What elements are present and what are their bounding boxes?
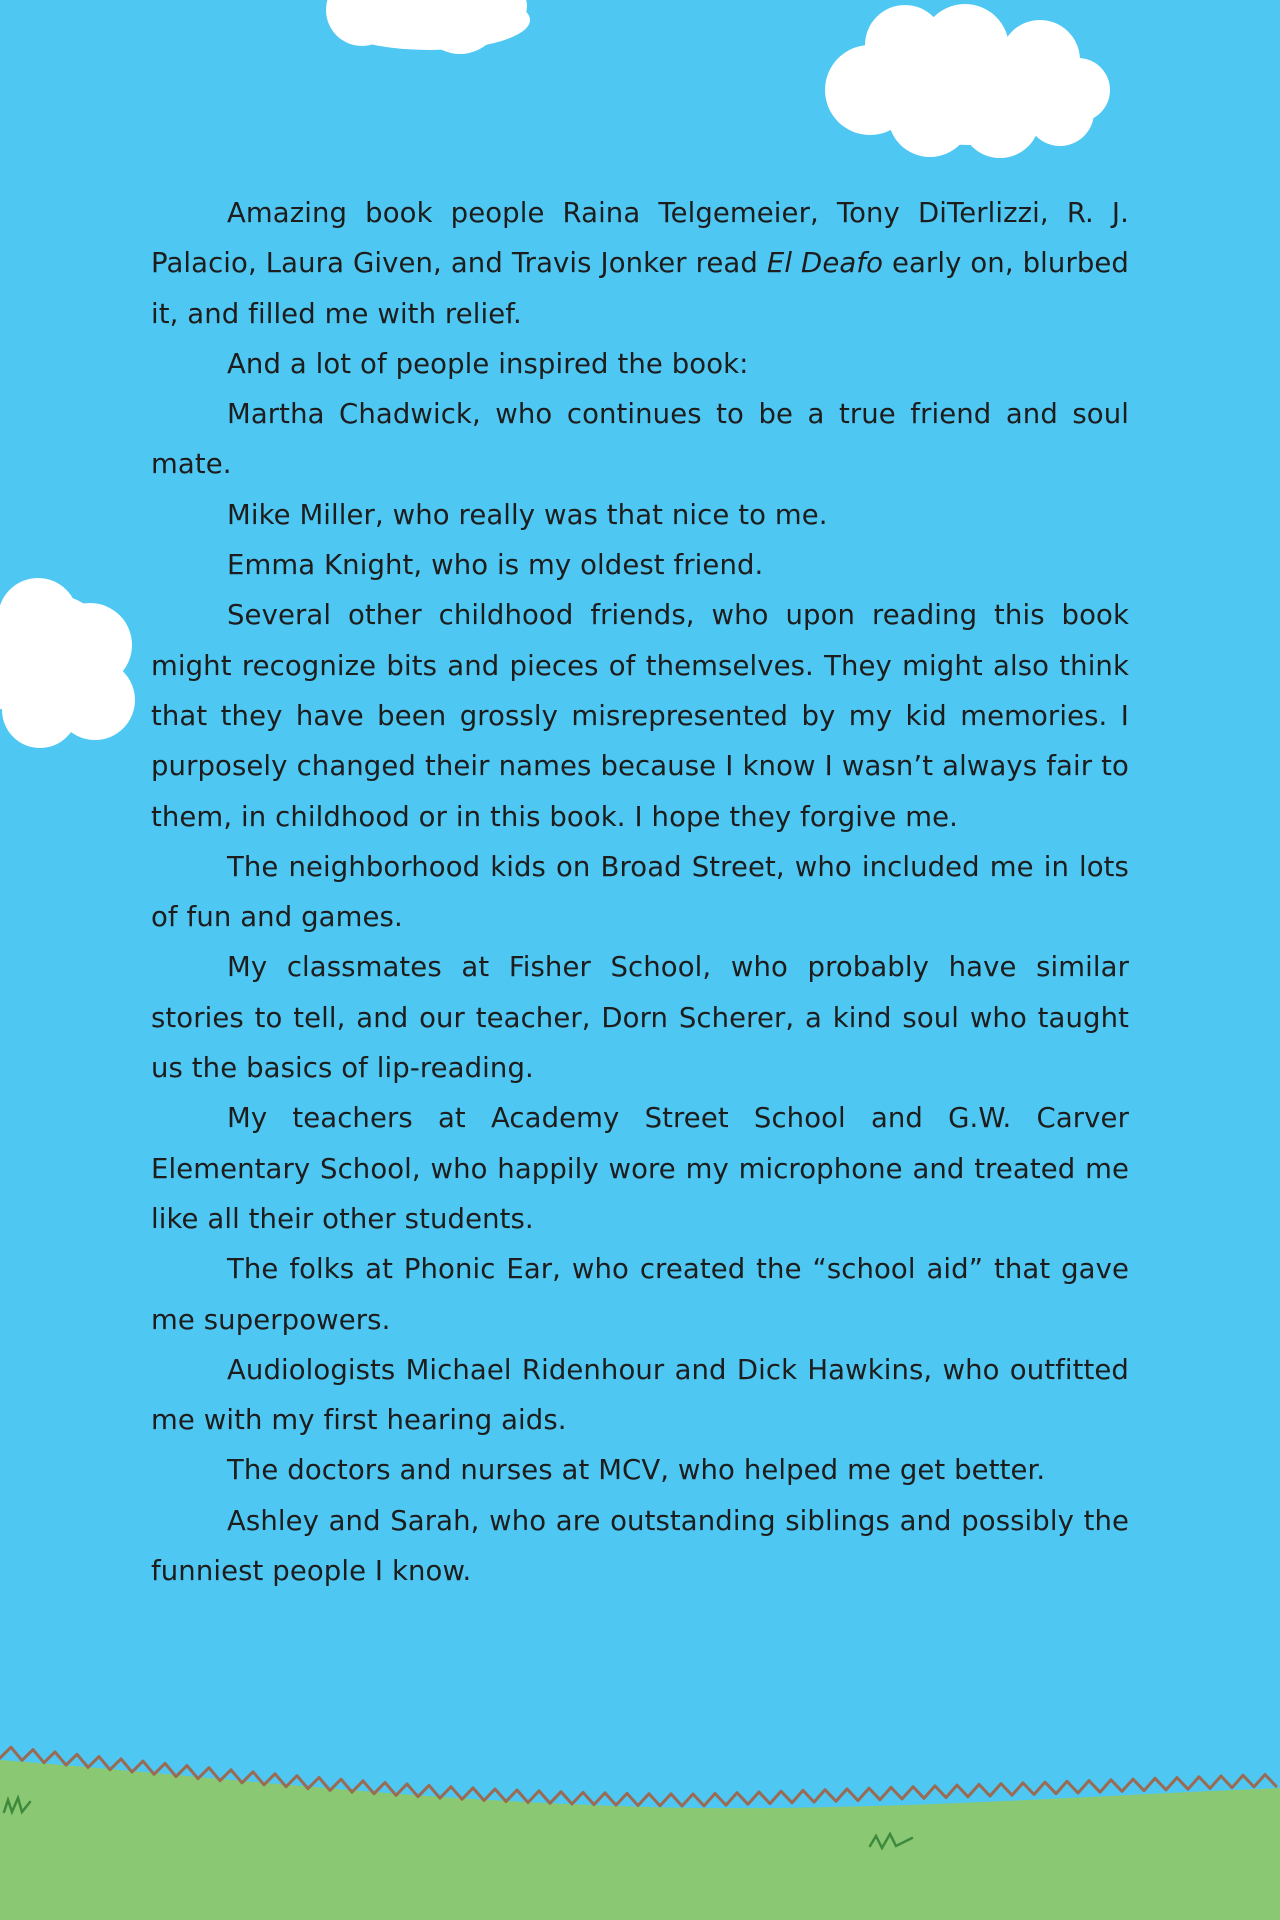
paragraph-text: early on, blurbed it, and filled me with relief.	[151, 247, 1129, 330]
paragraph: My classmates at Fisher School, who probably have similar stories to tell, and our teacher, Dorn Scherer, a kind soul who taught us the basics of lip-reading.	[151, 951, 1129, 1085]
paragraph-text: Amazing book people Raina Telgemeier, Tony DiTerlizzi, R. J. Palacio, Laura Given, and Travis Jonker read	[151, 197, 1129, 280]
grass-ground	[0, 1730, 1280, 1920]
paragraph: And a lot of people inspired the book:	[227, 347, 749, 380]
paragraph: Audiologists Michael Ridenhour and Dick Hawkins, who outfitted me with my first hearing aids.	[151, 1353, 1129, 1437]
paragraph: Several other childhood friends, who upon reading this book might recognize bits and pieces of themselves. They might also think that they have been grossly misrepresented by my kid memories. I purposely changed their names because I know I wasn’t always fair to them, in childhood or in this book. I hope they forgive me.	[151, 599, 1129, 833]
paragraph: The folks at Phonic Ear, who created the “school aid” that gave me superpowers.	[151, 1253, 1129, 1336]
book-title: El Deafo	[766, 247, 883, 280]
paragraph: My teachers at Academy Street School and G.W. Carver Elementary School, who happily wore my microphone and treated me like all their other students.	[151, 1102, 1129, 1235]
paragraph: The neighborhood kids on Broad Street, who included me in lots of fun and games.	[151, 850, 1129, 934]
paragraph	[151, 188, 1129, 339]
paragraph: Emma Knight, who is my oldest friend.	[227, 549, 764, 582]
paragraph: The doctors and nurses at MCV, who helped me get better.	[227, 1454, 1046, 1487]
paragraph: Martha Chadwick, who continues to be a true friend and soul mate.	[151, 398, 1129, 481]
acknowledgements-text	[151, 188, 1129, 1596]
grass-field	[0, 1760, 1280, 1920]
paragraph: Mike Miller, who really was that nice to me.	[227, 498, 828, 531]
cloud-left	[0, 578, 135, 748]
paragraph: Ashley and Sarah, who are outstanding siblings and possibly the funniest people I know.	[151, 1504, 1129, 1588]
cloud-top-right	[825, 4, 1110, 158]
cloud-top	[326, 0, 530, 54]
